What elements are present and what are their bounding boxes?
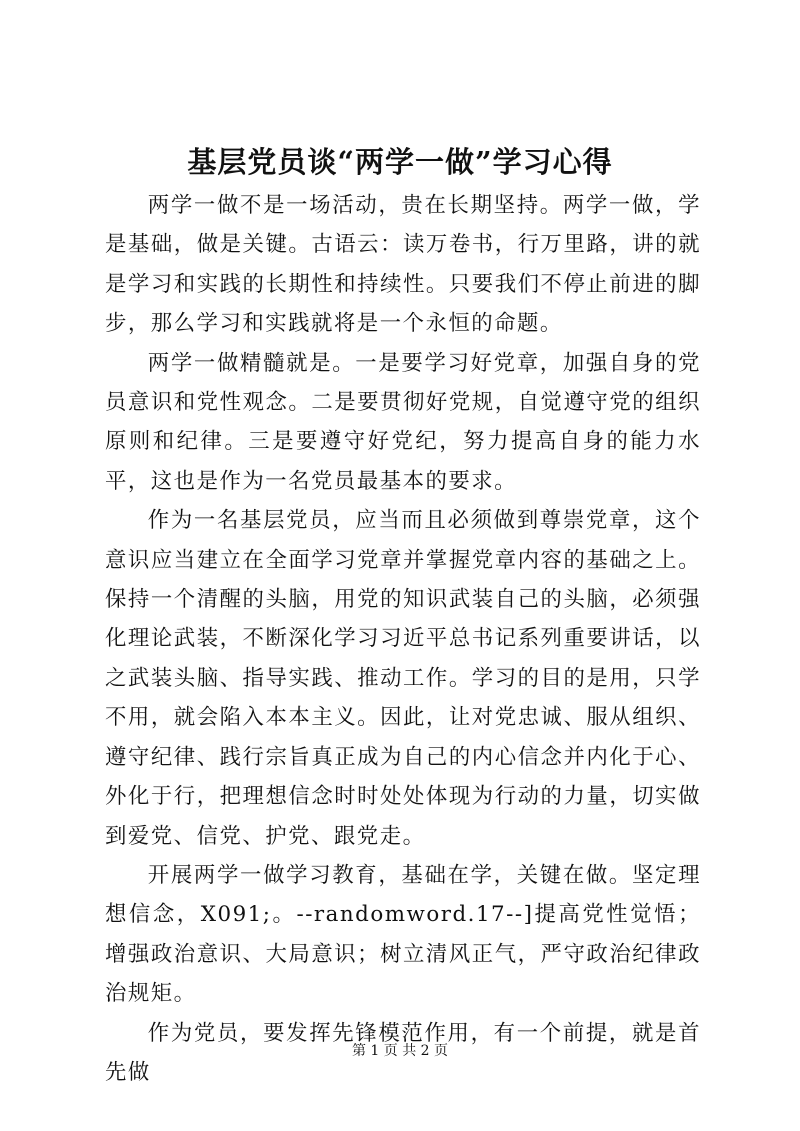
paragraph: 开展两学一做学习教育，基础在学，关键在做。坚定理想信念，X091;。--randomword.17--]提高党性觉悟；增强政治意识、大局意识；树立清风正气，严守政治纪律政治规矩。: [105, 862, 701, 1007]
paragraph: 作为一名基层党员，应当而且必须做到尊崇党章，这个意识应当建立在全面学习党章并掌握党章内容的基础之上。保持一个清醒的头脑，用党的知识武装自己的头脑，必须强化理论武装，不断深化学习习近平总书记系列重要讲话，以之武装头脑、指导实践、推动工作。学习的目的是用，只学不用，就会陷入本本主义。因此，让对党忠诚、服从组织、遵守纪律、践行宗旨真正成为自己的内心信念并内化于心、外化于行，把理想信念时时处处体现为行动的力量，切实做到爱党、信党、护党、跟党走。: [105, 508, 701, 849]
paragraph: 两学一做精髓就是。一是要学习好党章，加强自身的党员意识和党性观念。二是要贯彻好党规，自觉遵守党的组织原则和纪律。三是要遵守好党纪，努力提高自身的能力水平，这也是作为一名党员最基本的要求。: [105, 350, 701, 494]
page-footer: 第 1 页 共 2 页: [351, 1043, 449, 1059]
document-title: 基层党员谈“两学一做”学习心得: [187, 145, 613, 179]
paragraph: 作为党员，要发挥先锋模范作用，有一个前提，就是首先做: [105, 1020, 701, 1085]
document-body: [105, 186, 701, 1092]
paragraph: 两学一做不是一场活动，贵在长期坚持。两学一做，学是基础，做是关键。古语云：读万卷书，行万里路，讲的就是学习和实践的长期性和持续性。只要我们不停止前进的脚步，那么学习和实践就将是一个永恒的命题。: [105, 193, 701, 337]
